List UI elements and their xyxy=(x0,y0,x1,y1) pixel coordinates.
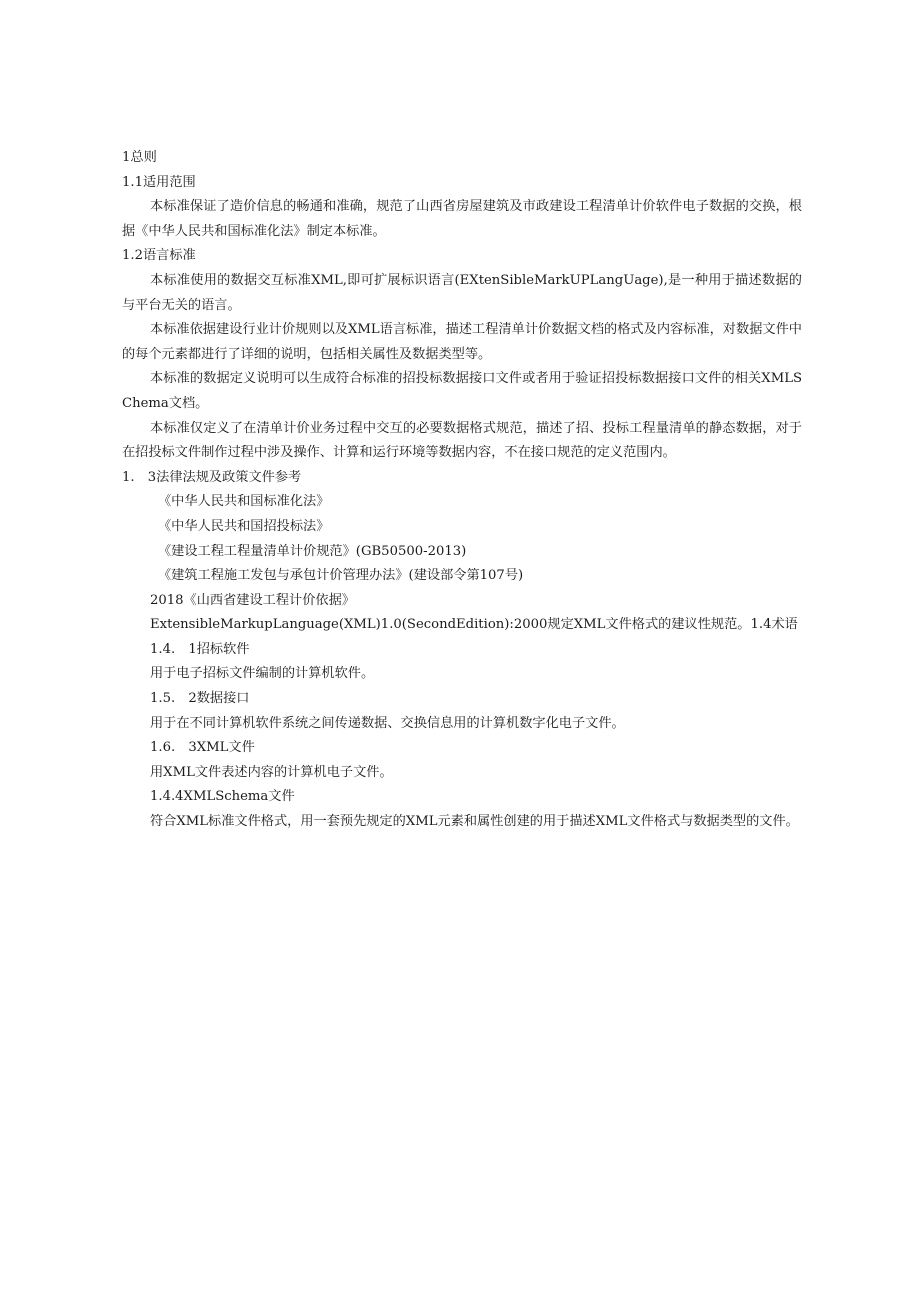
term-definition: 用于电子招标文件编制的计算机软件。 xyxy=(150,666,375,682)
term-heading: 1.4. 1招标软件 xyxy=(150,641,250,657)
reference-item-xml-spec: ExtensibleMarkupLanguage(XML)1.0(SecondEdition):2000规定XML文件格式的建议性规范。1.4术语 xyxy=(150,617,798,633)
section-heading-references: 1. 3法律法规及政策文件参考 xyxy=(122,469,302,485)
paragraph-scope: 本标准保证了造价信息的畅通和准确，规范了山西省房屋建筑及市政建设工程清单计价软件电子数据的交换，根据《中华人民共和国标准化法》制定本标准。 xyxy=(122,199,802,239)
term-heading: 1.5. 2数据接口 xyxy=(150,691,250,707)
reference-item: 《建筑工程施工发包与承包计价管理办法》(建设部令第107号) xyxy=(158,568,524,584)
reference-item: 2018《山西省建设工程计价依据》 xyxy=(150,592,355,608)
term-definition: 用XML文件表述内容的计算机电子文件。 xyxy=(150,764,393,780)
section-heading-general: 1总则 xyxy=(122,150,157,165)
term-heading: 1.6. 3XML文件 xyxy=(150,740,255,756)
term-definition: 用于在不同计算机软件系统之间传递数据、交换信息用的计算机数字化电子文件。 xyxy=(150,715,625,731)
reference-item: 《中华人民共和国标准化法》 xyxy=(158,494,330,510)
term-definition: 符合XML标准文件格式，用一套预先规定的XML元素和属性创建的用于描述XML文件格式与数据类型的文件。 xyxy=(150,814,799,830)
paragraph-standard-basis: 本标准依据建设行业计价规则以及XML语言标准，描述工程清单计价数据文档的格式及内容标准，对数据文件中的每个元素都进行了详细的说明，包括相关属性及数据类型等。 xyxy=(122,322,802,362)
section-heading-scope: 1.1适用范围 xyxy=(122,174,196,190)
reference-item: 《建设工程工程量清单计价规范》(GB50500-2013) xyxy=(158,543,467,559)
document-body xyxy=(122,146,802,835)
section-heading-language: 1.2语言标准 xyxy=(122,248,196,264)
paragraph-data-definition: 本标准的数据定义说明可以生成符合标准的招投标数据接口文件或者用于验证招投标数据接口文件的相关XMLSChema文档。 xyxy=(122,371,802,411)
term-heading: 1.4.4XMLSchema文件 xyxy=(150,789,295,805)
paragraph-xml-intro: 本标准使用的数据交互标准XML,即可扩展标识语言(EXtenSibleMarkUPLangUage),是一种用于描述数据的与平台无关的语言。 xyxy=(122,272,802,313)
paragraph-scope-limit: 本标准仅定义了在清单计价业务过程中交互的必要数据格式规范，描述了招、投标工程量清单的静态数据，对于在招投标文件制作过程中涉及操作、计算和运行环境等数据内容，不在接口规范的定义范围内。 xyxy=(122,420,802,461)
reference-item: 《中华人民共和国招投标法》 xyxy=(158,518,330,534)
